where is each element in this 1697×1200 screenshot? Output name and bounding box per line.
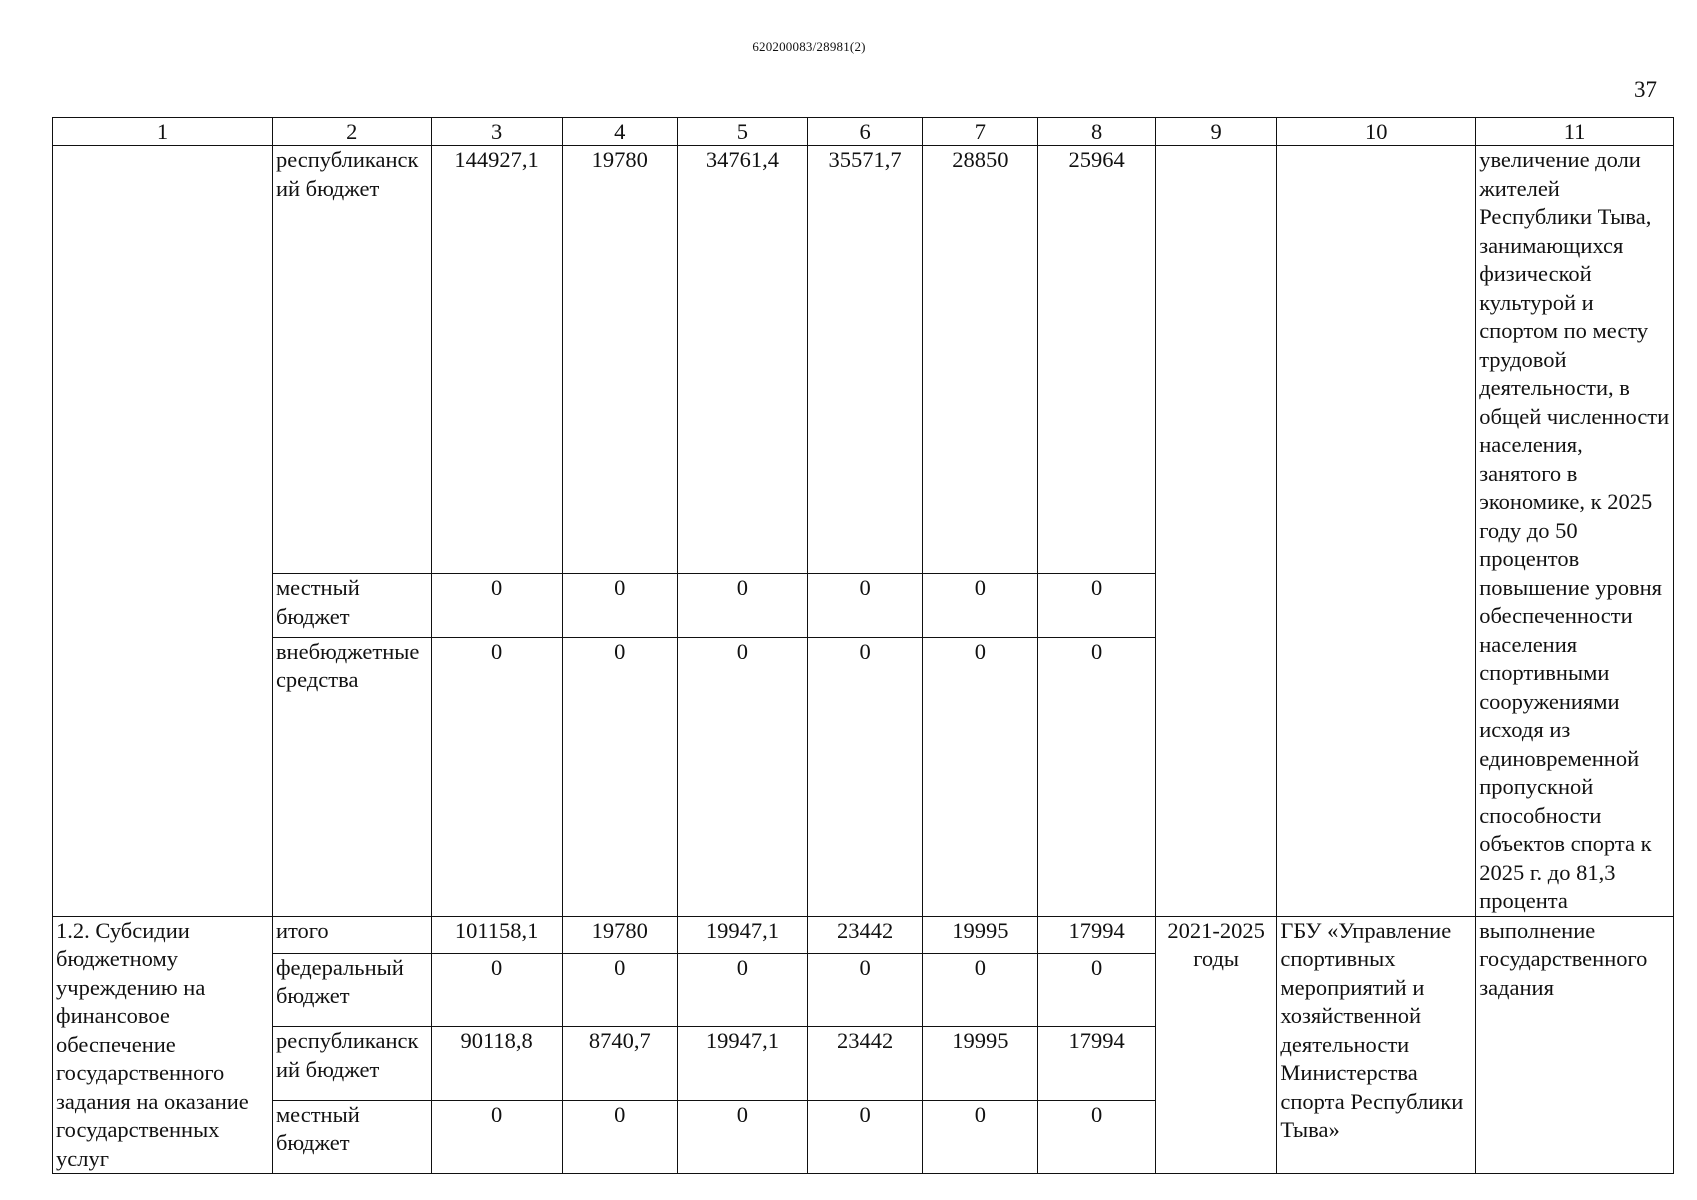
funding-source: местный бюджет: [272, 574, 431, 638]
value-2022: 0: [677, 637, 807, 916]
value-2021: 0: [562, 1100, 677, 1173]
value-total: 144927,1: [431, 146, 562, 574]
value-2025: 0: [1038, 953, 1155, 1026]
header-cell: 11: [1476, 118, 1674, 146]
header-cell: 5: [677, 118, 807, 146]
funding-source: внебюджетные средства: [272, 637, 431, 916]
value-2025: 0: [1038, 1100, 1155, 1173]
result-cell: [1476, 916, 1674, 1174]
value-2025: 0: [1038, 574, 1155, 638]
program-table: [52, 117, 1674, 1174]
executor-cell: [1277, 146, 1476, 917]
value-total: 0: [431, 574, 562, 638]
value-2021: 19780: [562, 146, 677, 574]
table-row: [53, 146, 1674, 574]
value-2023: 23442: [807, 916, 922, 953]
value-2025: 25964: [1038, 146, 1155, 574]
value-2022: 34761,4: [677, 146, 807, 574]
value-2023: 23442: [807, 1027, 922, 1100]
funding-source: итого: [272, 916, 431, 953]
value-2024: 0: [923, 953, 1038, 1026]
value-2024: 19995: [923, 916, 1038, 953]
value-total: 0: [431, 953, 562, 1026]
table-row: [53, 916, 1674, 953]
value-2022: 0: [677, 574, 807, 638]
header-row: [53, 118, 1674, 146]
value-2021: 0: [562, 953, 677, 1026]
period-cell: [1155, 146, 1277, 917]
header-cell: 9: [1155, 118, 1277, 146]
executor-text: ГБУ «Управление спортивных мероприятий и хозяйственной деятельности Министерства спорта Республики Тыва»: [1280, 917, 1464, 1142]
value-2023: 0: [807, 637, 922, 916]
header-cell: 7: [923, 118, 1038, 146]
header-cell: 8: [1038, 118, 1155, 146]
value-2022: 19947,1: [677, 1027, 807, 1100]
funding-source: республиканский бюджет: [272, 1027, 431, 1100]
value-2024: 0: [923, 637, 1038, 916]
value-2021: 0: [562, 637, 677, 916]
result-text: выполнение государственного задания: [1479, 917, 1648, 1000]
value-2025: 17994: [1038, 916, 1155, 953]
result-text: увеличение доли жителей Республики Тыва, занимающихся физической культурой и спортом по месту трудовой деятельности, в общей численности населения, занятого в экономике, к 2025 году до 50 процентов: [1479, 147, 1670, 571]
period-cell: [1155, 916, 1277, 1174]
period-text: 2021-2025 годы: [1167, 917, 1265, 971]
result-cell: [1476, 146, 1674, 574]
funding-source: республиканский бюджет: [272, 146, 431, 574]
header-cell: 4: [562, 118, 677, 146]
header-cell: 1: [53, 118, 273, 146]
value-2023: 0: [807, 953, 922, 1026]
header-cell: 2: [272, 118, 431, 146]
funding-source: местный бюджет: [272, 1100, 431, 1173]
value-2022: 19947,1: [677, 916, 807, 953]
value-2023: 0: [807, 574, 922, 638]
value-total: 0: [431, 1100, 562, 1173]
value-2021: 8740,7: [562, 1027, 677, 1100]
funding-source: федеральный бюджет: [272, 953, 431, 1026]
value-total: 101158,1: [431, 916, 562, 953]
measure-name: 1.2. Субсидии бюджетному учреждению на финансовое обеспечение государственного задания на оказание государственных услуг: [56, 917, 249, 1171]
value-total: 90118,8: [431, 1027, 562, 1100]
header-cell: 3: [431, 118, 562, 146]
value-2024: 0: [923, 1100, 1038, 1173]
value-2021: 19780: [562, 916, 677, 953]
value-2022: 0: [677, 1100, 807, 1173]
document-id: 620200083/28981(2): [752, 39, 866, 54]
header-cell: 6: [807, 118, 922, 146]
value-2022: 0: [677, 953, 807, 1026]
page-number: 37: [1634, 77, 1657, 102]
value-2025: 0: [1038, 637, 1155, 916]
value-2024: 28850: [923, 146, 1038, 574]
measure-name-cell: [53, 146, 273, 917]
value-2023: 35571,7: [807, 146, 922, 574]
executor-cell: [1277, 916, 1476, 1174]
measure-name-cell: [53, 916, 273, 1174]
value-2021: 0: [562, 574, 677, 638]
result-text: повышение уровня обеспеченности населения спортивными сооружениями исходя из единовременной пропускной способности объектов спорта к 2025 г. до 81,3 процента: [1479, 574, 1662, 913]
result-cell: [1476, 574, 1674, 917]
value-2023: 0: [807, 1100, 922, 1173]
header-cell: 10: [1277, 118, 1476, 146]
value-2024: 0: [923, 574, 1038, 638]
value-2024: 19995: [923, 1027, 1038, 1100]
value-total: 0: [431, 637, 562, 916]
value-2025: 17994: [1038, 1027, 1155, 1100]
